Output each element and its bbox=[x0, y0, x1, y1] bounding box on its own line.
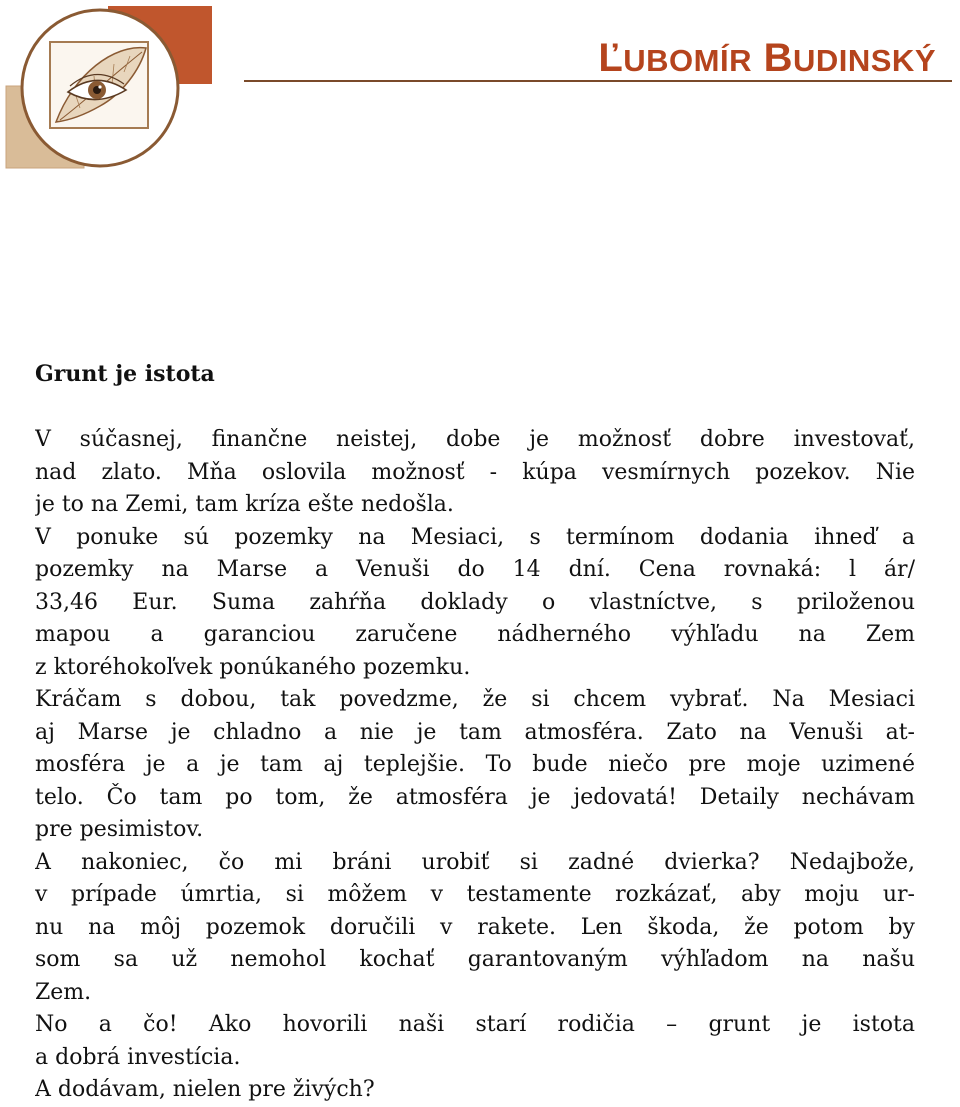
article-line: No a čo! Ako hovorili naši starí rodičia – grunt je istota bbox=[35, 1012, 915, 1037]
author-name bbox=[598, 34, 936, 85]
article-line: v prípade úmrtia, si môžem v testamente rozkázať, aby moju ur- bbox=[35, 882, 915, 907]
author-first-rest: UBOMÍR bbox=[623, 43, 752, 78]
article-line: z ktoréhokoľvek ponúkaného pozemku. bbox=[35, 654, 471, 680]
article-line: A dodávam, nielen pre živých? bbox=[35, 1077, 375, 1102]
author-last-rest: UDINSKÝ bbox=[792, 43, 936, 78]
article-line: a dobrá investícia. bbox=[35, 1044, 241, 1070]
author-last-initial: B bbox=[763, 36, 793, 80]
article-title: Grunt je istota bbox=[35, 361, 215, 387]
author-first-initial: Ľ bbox=[598, 36, 624, 80]
article-line: je to na Zemi, tam kríza ešte nedošla. bbox=[35, 492, 454, 517]
article-line: mosféra je a je tam aj teplejšie. To bude niečo pre moje uzimené bbox=[35, 752, 915, 777]
article-line: A nakoniec, čo mi bráni urobiť si zadné dvierka? Nedajbože, bbox=[35, 849, 915, 875]
article-body bbox=[35, 424, 915, 1107]
article-line: V súčasnej, finančne neistej, dobe je možnosť dobre investovať, bbox=[35, 427, 915, 452]
article-line: V ponuke sú pozemky na Mesiaci, s termínom dodania ihneď a bbox=[35, 524, 915, 550]
article-line: som sa už nemohol kochať garantovaným výhľadom na našu bbox=[35, 947, 915, 972]
article-line: Kráčam s dobou, tak povedzme, že si chcem vybrať. Na Mesiaci bbox=[35, 687, 915, 712]
article-line: pozemky na Marse a Venuši do 14 dní. Cena rovnaká: l ár/ bbox=[35, 557, 915, 582]
eye-leaf-logo-icon bbox=[4, 4, 216, 172]
article-line: Zem. bbox=[35, 979, 92, 1005]
article bbox=[35, 356, 915, 1102]
article-line: nu na môj pozemok doručili v rakete. Len škoda, že potom by bbox=[35, 914, 915, 940]
article-line: nad zlato. Mňa oslovila možnosť - kúpa vesmírnych pozekov. Nie bbox=[35, 459, 915, 485]
article-line: pre pesimistov. bbox=[35, 817, 204, 842]
article-line: mapou a garanciou zaručene nádherného výhľadu na Zem bbox=[35, 622, 915, 647]
article-line: telo. Čo tam po tom, že atmosféra je jedovatá! Detaily nechávam bbox=[35, 784, 915, 810]
article-line: aj Marse je chladno a nie je tam atmosféra. Zato na Venuši at- bbox=[35, 719, 915, 745]
article-line: 33,46 Eur. Suma zahŕňa doklady o vlastníctve, s priloženou bbox=[35, 589, 915, 615]
header-divider bbox=[244, 80, 952, 82]
